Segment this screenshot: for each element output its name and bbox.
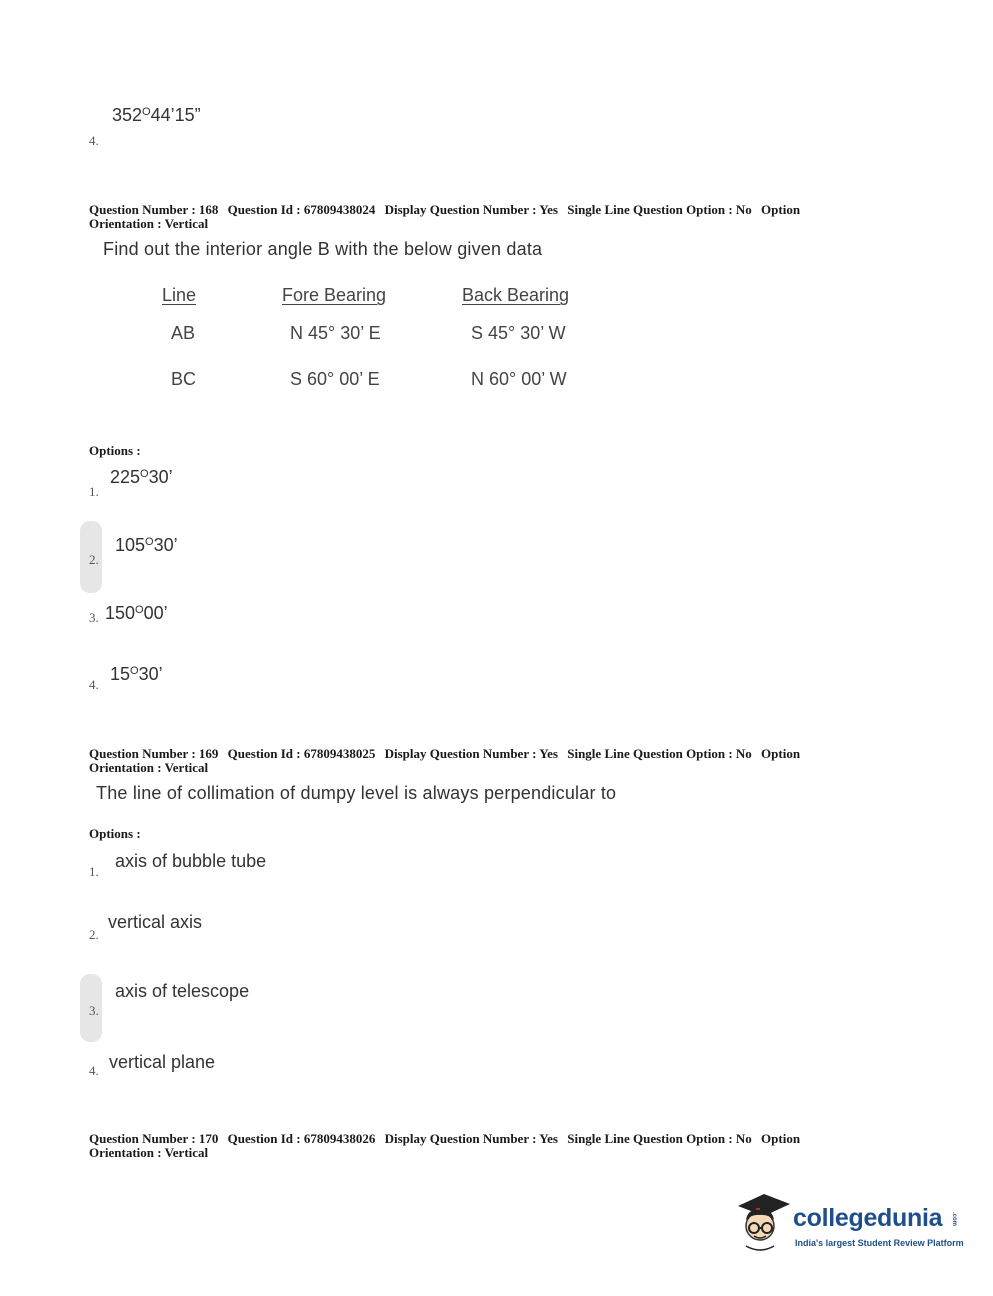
q168-option-3-number: 3. — [89, 610, 99, 625]
q169-options-label: Options : — [89, 826, 141, 841]
q169-option-4-number: 4. — [89, 1063, 99, 1078]
q168-option-2-number: 2. — [89, 552, 99, 567]
table-header-back-bearing: Back Bearing — [462, 285, 570, 305]
q168-question-text: Find out the interior angle B with the below given data — [103, 239, 543, 259]
prev-option-4-text: $352^O44’15$” — [112, 105, 201, 125]
q168-option-4-text: $15^O30$’ — [110, 664, 163, 684]
q170-header: Question Number : 170 Question Id : 67809438026 Display Question Number : Yes Single Line Question Option : No Option Orientation : Vertical — [89, 1131, 801, 1160]
q169-option-2-number: 2. — [89, 927, 99, 942]
table-cell: S 60° 00’ E — [290, 369, 380, 389]
q169-option-2-text: vertical axis — [108, 912, 203, 932]
table-cell: N 45° 30’ E — [290, 323, 381, 343]
q169-option-1-number: 1. — [89, 864, 99, 879]
table-cell: N 60° 00’ W — [471, 369, 567, 389]
q168-option-3-text: $150^O00$’ — [105, 603, 168, 623]
table-cell: AB — [171, 323, 196, 343]
q168-option-2-text: $105^O30$’ — [115, 535, 178, 555]
q169-question-text: The line of collimation of dumpy level is always perpendicular to — [96, 783, 617, 803]
q168-option-1-text: $225^O30$’ — [110, 467, 173, 487]
graduate-mascot-icon — [734, 1190, 792, 1256]
prev-option-4-number: 4. — [89, 133, 99, 148]
q168-option-1-number: 1. — [89, 484, 99, 499]
q169-option-3-number: 3. — [89, 1003, 99, 1018]
brand-name: collegedunia — [793, 1204, 943, 1232]
q169-option-1-text: axis of bubble tube — [115, 851, 267, 871]
table-cell: S 45° 30’ W — [471, 323, 566, 343]
table-cell: BC — [171, 369, 197, 389]
q169-option-4-text: vertical plane — [109, 1052, 216, 1072]
collegedunia-logo — [734, 1190, 964, 1260]
q169-header: Question Number : 169 Question Id : 67809438025 Display Question Number : Yes Single Line Question Option : No Option Orientation : Vertical — [89, 746, 801, 775]
q169-option-3-text: axis of telescope — [115, 981, 250, 1001]
q168-option-4-number: 4. — [89, 677, 99, 692]
table-header-fore-bearing: Fore Bearing — [282, 285, 387, 305]
brand-tagline: India's largest Student Review Platform — [795, 1238, 964, 1248]
q168-options-label: Options : — [89, 443, 141, 458]
table-header-line: Line — [162, 285, 197, 305]
brand-suffix: .com — [951, 1212, 957, 1227]
q168-header: Question Number : 168 Question Id : 67809438024 Display Question Number : Yes Single Line Question Option : No Option Orientation : Vertical — [89, 202, 801, 231]
